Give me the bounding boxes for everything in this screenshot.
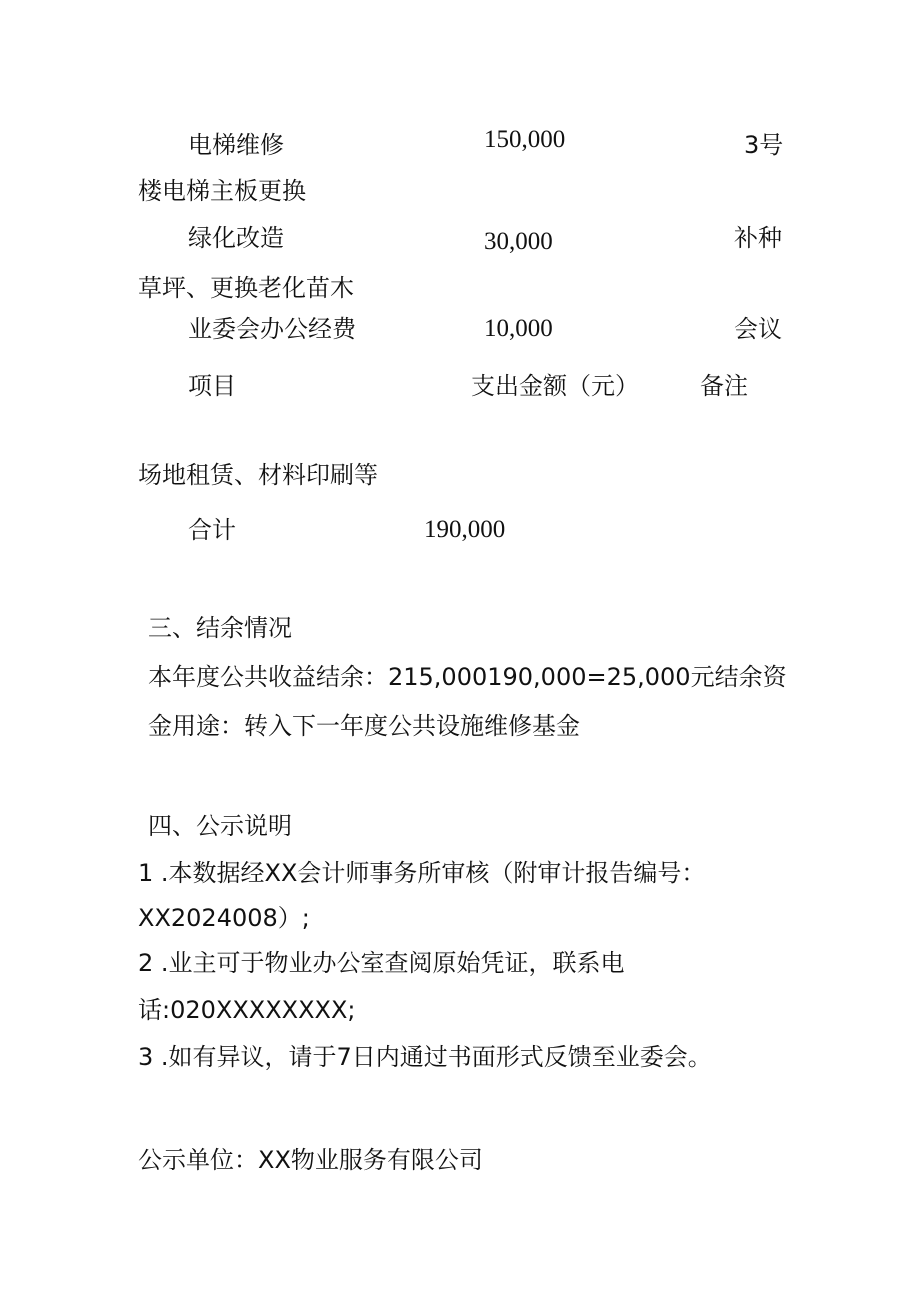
section3-title: 三、结余情况	[148, 614, 292, 642]
note3: 3 .如有异议，请于7日内通过书面形式反馈至业委会。	[138, 1043, 712, 1071]
expense-remark-elevator-head: 3号	[744, 131, 784, 159]
expense-amount-elevator: 150,000	[484, 126, 566, 153]
expense-remark-greening-head: 补种	[734, 224, 782, 252]
expense-amount-committee: 10,000	[484, 315, 553, 342]
expense-amount-greening: 30,000	[484, 228, 553, 255]
table-header-item: 项目	[188, 372, 236, 400]
expense-item-committee: 业委会办公经费	[188, 315, 356, 343]
section4-title: 四、公示说明	[148, 812, 292, 840]
table-header-amount: 支出金额（元）	[471, 372, 639, 400]
publisher: 公示单位：XX物业服务有限公司	[138, 1146, 483, 1174]
note2-line2: 话:020XXXXXXXX;	[138, 996, 356, 1024]
section3-line2: 金用途：转入下一年度公共设施维修基金	[148, 712, 580, 740]
note1-line1: 1 .本数据经XX会计师事务所审核（附审计报告编号：	[138, 859, 706, 887]
total-label: 合计	[188, 516, 236, 544]
expense-remark-greening-tail: 草坪、更换老化苗木	[138, 274, 354, 302]
expense-remark-committee-tail: 场地租赁、材料印刷等	[138, 461, 378, 489]
expense-remark-committee-head: 会议	[734, 315, 782, 343]
section3-line1: 本年度公共收益结余：215,000190,000=25,000元结余资	[148, 663, 787, 691]
table-header-remark: 备注	[700, 372, 748, 400]
expense-item-elevator: 电梯维修	[188, 131, 284, 159]
note1-line2: XX2024008）;	[138, 904, 310, 932]
expense-item-greening: 绿化改造	[188, 224, 284, 252]
expense-remark-elevator-tail: 楼电梯主板更换	[138, 177, 306, 205]
note2-line1: 2 .业主可于物业办公室查阅原始凭证，联系电	[138, 949, 625, 977]
total-amount: 190,000	[424, 516, 506, 543]
